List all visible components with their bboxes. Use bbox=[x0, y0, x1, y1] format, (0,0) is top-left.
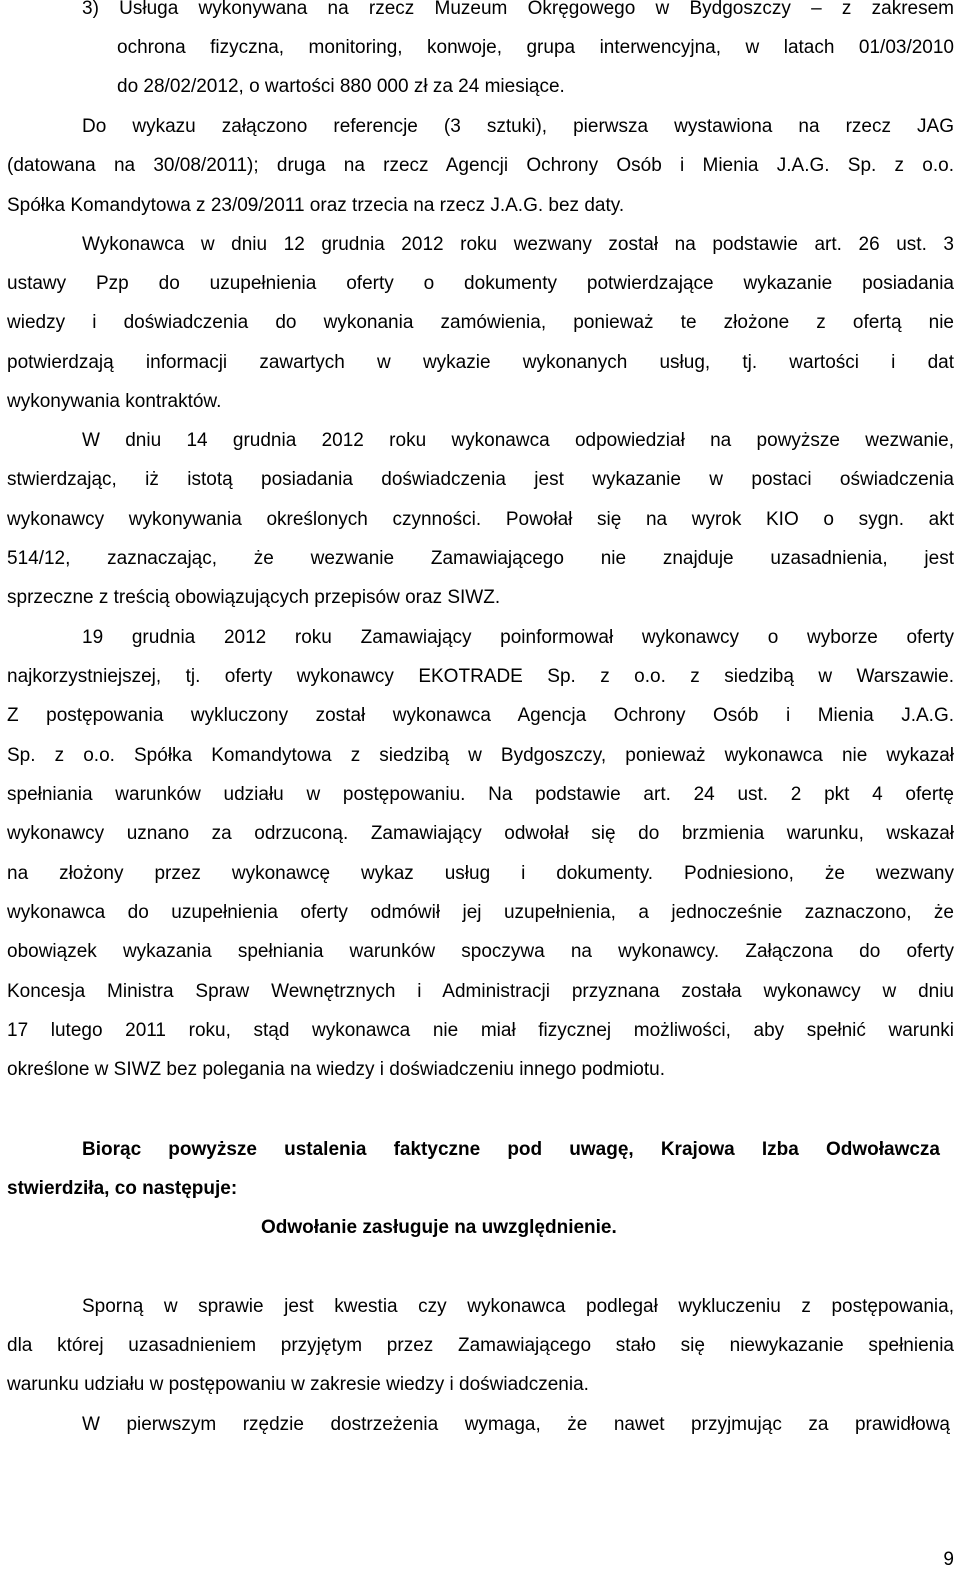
item3-line-2: ochrona fizyczna, monitoring, konwoje, grupa interwencyjna, w latach 01/03/2010 bbox=[117, 37, 954, 58]
verdict: Odwołanie zasługuje na uwzględnienie. bbox=[261, 1217, 617, 1238]
decision-line-7: na złożony przez wykonawcę wykaz usług i dokumenty. Podniesiono, że wezwany bbox=[7, 863, 954, 884]
heading-line-1: Biorąc powyższe ustalenia faktyczne pod uwagę, Krajowa Izba Odwoławcza bbox=[82, 1139, 940, 1160]
references-line-3: Spółka Komandytowa z 23/09/2011 oraz trzecia na rzecz J.A.G. bez daty. bbox=[7, 195, 625, 216]
decision-line-9: obowiązek wykazania spełniania warunków spoczywa na wykonawcy. Załączona do oferty bbox=[7, 941, 954, 962]
response-line-5: sprzeczne z treścią obowiązujących przepisów oraz SIWZ. bbox=[7, 587, 501, 608]
issue-line-2: dla której uzasadnieniem przyjętym przez Zamawiającego stało się niewykazanie spełnienia bbox=[7, 1335, 954, 1356]
decision-line-5: spełniania warunków udziału w postępowaniu. Na podstawie art. 24 ust. 2 pkt 4 ofertę bbox=[7, 784, 954, 805]
issue-line-3: warunku udziału w postępowaniu w zakresie wiedzy i doświadczenia. bbox=[7, 1374, 589, 1395]
first-line-1: W pierwszym rzędzie dostrzeżenia wymaga, że nawet przyjmując za prawidłową bbox=[82, 1414, 950, 1435]
item3-line-1: 3) Usługa wykonywana na rzecz Muzeum Okręgowego w Bydgoszczy – z zakresem bbox=[82, 0, 954, 19]
response-line-2: stwierdzając, iż istotą posiadania doświadczenia jest wykazanie w postaci oświadczenia bbox=[7, 469, 954, 490]
heading-line-2: stwierdziła, co następuje: bbox=[7, 1178, 238, 1199]
summons-line-4: potwierdzają informacji zawartych w wykazie wykonanych usług, tj. wartości i dat bbox=[7, 352, 954, 373]
issue-line-1: Sporną w sprawie jest kwestia czy wykonawca podlegał wykluczeniu z postępowania, bbox=[82, 1296, 954, 1317]
decision-line-11: 17 lutego 2011 roku, stąd wykonawca nie miał fizycznej możliwości, aby spełnić warunki bbox=[7, 1020, 954, 1041]
decision-line-2: najkorzystniejszej, tj. oferty wykonawcy EKOTRADE Sp. z o.o. z siedzibą w Warszawie. bbox=[7, 666, 954, 687]
decision-line-3: Z postępowania wykluczony został wykonawca Agencja Ochrony Osób i Mienia J.A.G. bbox=[7, 705, 954, 726]
item3-line-3: do 28/02/2012, o wartości 880 000 zł za 24 miesiące. bbox=[117, 76, 565, 97]
summons-line-5: wykonywania kontraktów. bbox=[7, 391, 222, 412]
references-line-2: (datowana na 30/08/2011); druga na rzecz Agencji Ochrony Osób i Mienia J.A.G. Sp. z o.o. bbox=[7, 155, 954, 176]
summons-line-1: Wykonawca w dniu 12 grudnia 2012 roku wezwany został na podstawie art. 26 ust. 3 bbox=[82, 234, 954, 255]
decision-line-10: Koncesja Ministra Spraw Wewnętrznych i Administracji przyznana została wykonawcy w dniu bbox=[7, 981, 954, 1002]
decision-line-12: określone w SIWZ bez polegania na wiedzy i doświadczeniu innego podmiotu. bbox=[7, 1059, 665, 1080]
references-line-1: Do wykazu załączono referencje (3 sztuki), pierwsza wystawiona na rzecz JAG bbox=[82, 116, 954, 137]
response-line-4: 514/12, zaznaczając, że wezwanie Zamawiającego nie znajduje uzasadnienia, jest bbox=[7, 548, 954, 569]
decision-line-8: wykonawca do uzupełnienia oferty odmówił jej uzupełnienia, a jednocześnie zaznaczono, że bbox=[7, 902, 954, 923]
summons-line-2: ustawy Pzp do uzupełnienia oferty o dokumenty potwierdzające wykazanie posiadania bbox=[7, 273, 954, 294]
decision-line-6: wykonawcy uznano za odrzuconą. Zamawiający odwołał się do brzmienia warunku, wskazał bbox=[7, 823, 954, 844]
decision-line-1: 19 grudnia 2012 roku Zamawiający poinformował wykonawcy o wyborze oferty bbox=[82, 627, 954, 648]
response-line-3: wykonawcy wykonywania określonych czynności. Powołał się na wyrok KIO o sygn. akt bbox=[7, 509, 954, 530]
decision-line-4: Sp. z o.o. Spółka Komandytowa z siedzibą w Bydgoszczy, ponieważ wykonawca nie wykazał bbox=[7, 745, 954, 766]
summons-line-3: wiedzy i doświadczenia do wykonania zamówienia, ponieważ te złożone z ofertą nie bbox=[7, 312, 954, 333]
response-line-1: W dniu 14 grudnia 2012 roku wykonawca odpowiedział na powyższe wezwanie, bbox=[82, 430, 954, 451]
page-number: 9 bbox=[943, 1549, 954, 1570]
